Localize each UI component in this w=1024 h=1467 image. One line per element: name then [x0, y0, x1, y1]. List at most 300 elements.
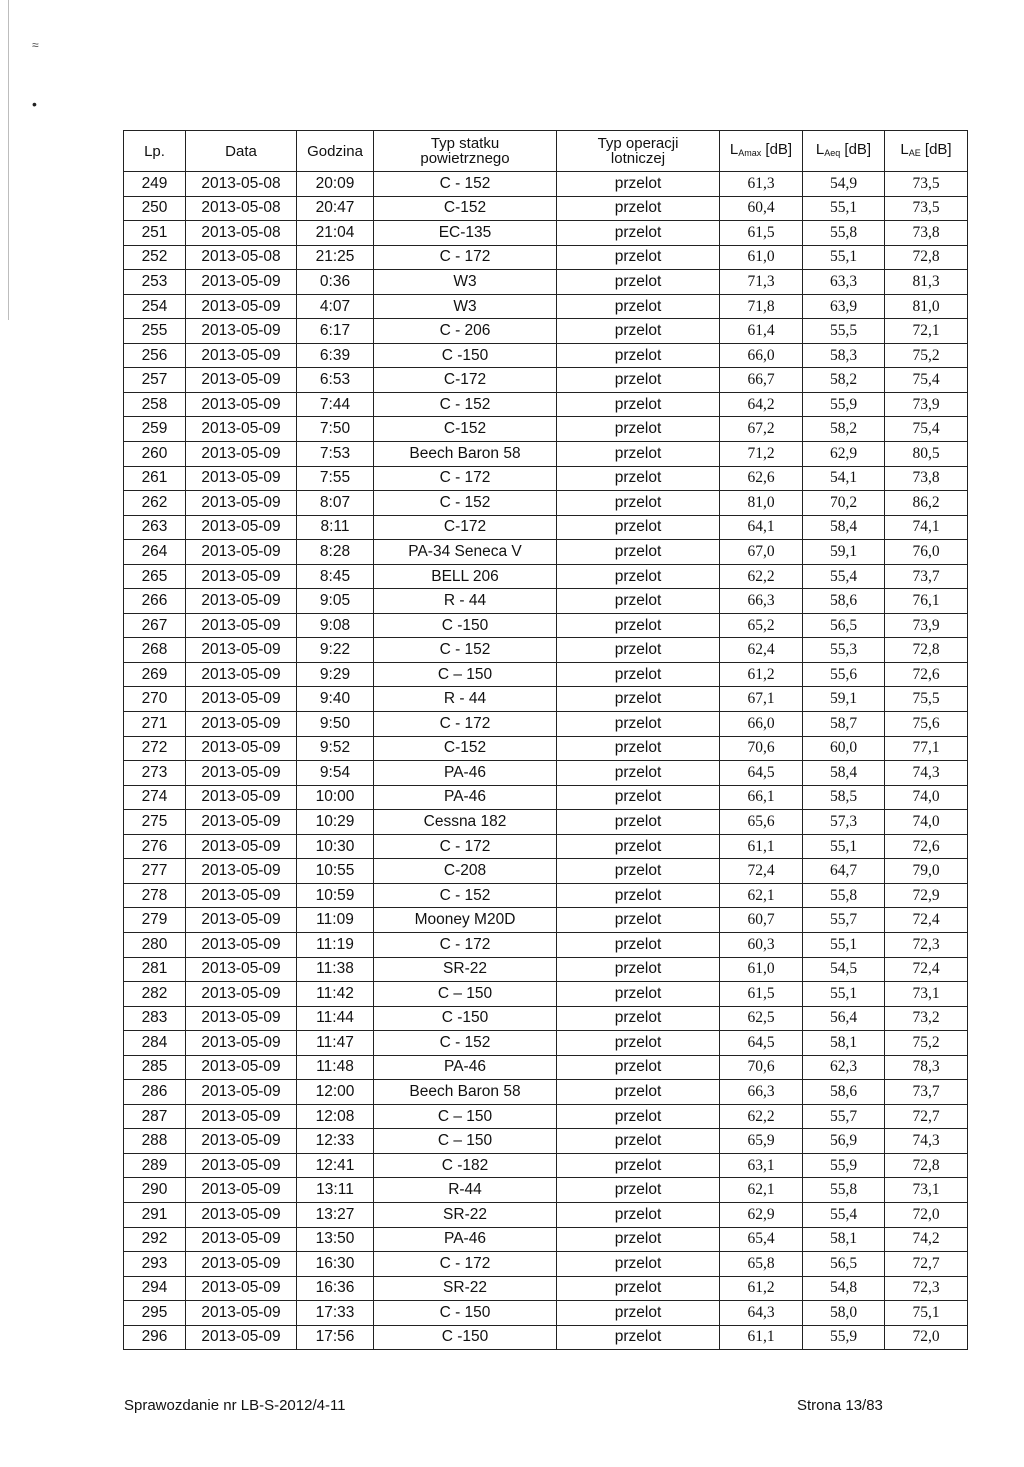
cell-laeq: 55,6 [803, 662, 885, 687]
cell-godzina: 6:17 [297, 319, 374, 344]
cell-typ-operacji: przelot [557, 1153, 720, 1178]
cell-data: 2013-05-09 [186, 662, 297, 687]
cell-typ-statku: BELL 206 [374, 564, 557, 589]
table-row [124, 1104, 968, 1129]
cell-laeq: 55,1 [803, 196, 885, 221]
cell-lae: 72,4 [885, 957, 968, 982]
cell-godzina: 8:45 [297, 564, 374, 589]
cell-lp: 295 [124, 1301, 186, 1326]
cell-typ-statku: W3 [374, 294, 557, 319]
cell-typ-operacji: przelot [557, 564, 720, 589]
cell-lp: 279 [124, 908, 186, 933]
cell-godzina: 12:00 [297, 1080, 374, 1105]
cell-lp: 264 [124, 540, 186, 565]
cell-laeq: 55,1 [803, 932, 885, 957]
cell-godzina: 4:07 [297, 294, 374, 319]
cell-laeq: 58,0 [803, 1301, 885, 1326]
cell-lamax: 62,4 [720, 638, 803, 663]
cell-godzina: 6:39 [297, 343, 374, 368]
cell-typ-operacji: przelot [557, 1104, 720, 1129]
table-row [124, 613, 968, 638]
cell-typ-operacji: przelot [557, 883, 720, 908]
cell-data: 2013-05-09 [186, 957, 297, 982]
cell-lp: 286 [124, 1080, 186, 1105]
table-row [124, 392, 968, 417]
cell-godzina: 8:07 [297, 491, 374, 516]
header-lamax-symbol: L [729, 140, 739, 158]
cell-lamax: 61,2 [720, 662, 803, 687]
cell-lae: 81,0 [885, 294, 968, 319]
cell-data: 2013-05-09 [186, 392, 297, 417]
header-godzina: Godzina [297, 131, 374, 172]
cell-laeq: 55,1 [803, 245, 885, 270]
cell-typ-statku: C-172 [374, 515, 557, 540]
table-header-row [124, 131, 968, 172]
cell-typ-statku: C - 172 [374, 1252, 557, 1277]
cell-typ-statku: SR-22 [374, 1276, 557, 1301]
cell-typ-operacji: przelot [557, 1276, 720, 1301]
cell-typ-operacji: przelot [557, 221, 720, 246]
cell-lamax: 60,3 [720, 932, 803, 957]
cell-typ-statku: PA-46 [374, 785, 557, 810]
cell-lae: 73,7 [885, 564, 968, 589]
cell-lp: 278 [124, 883, 186, 908]
cell-data: 2013-05-09 [186, 1202, 297, 1227]
margin-bullet-mark: • [32, 96, 37, 112]
cell-godzina: 11:38 [297, 957, 374, 982]
cell-godzina: 12:41 [297, 1153, 374, 1178]
table-row [124, 564, 968, 589]
cell-typ-operacji: przelot [557, 785, 720, 810]
cell-laeq: 58,1 [803, 1227, 885, 1252]
table-row [124, 221, 968, 246]
cell-lamax: 61,3 [720, 172, 803, 197]
cell-godzina: 7:55 [297, 466, 374, 491]
table-row [124, 761, 968, 786]
cell-typ-operacji: przelot [557, 294, 720, 319]
cell-lp: 290 [124, 1178, 186, 1203]
cell-laeq: 55,5 [803, 319, 885, 344]
cell-lae: 76,0 [885, 540, 968, 565]
cell-lamax: 63,1 [720, 1153, 803, 1178]
cell-godzina: 11:48 [297, 1055, 374, 1080]
cell-godzina: 10:55 [297, 859, 374, 884]
cell-lp: 255 [124, 319, 186, 344]
header-laeq-unit: [dB] [840, 140, 872, 158]
cell-lae: 72,4 [885, 908, 968, 933]
cell-lamax: 64,5 [720, 761, 803, 786]
cell-lamax: 65,9 [720, 1129, 803, 1154]
cell-lp: 284 [124, 1031, 186, 1056]
cell-laeq: 60,0 [803, 736, 885, 761]
cell-typ-operacji: przelot [557, 343, 720, 368]
table-row [124, 270, 968, 295]
cell-lae: 75,5 [885, 687, 968, 712]
table-row [124, 736, 968, 761]
cell-typ-statku: C - 172 [374, 712, 557, 737]
table-row [124, 785, 968, 810]
cell-data: 2013-05-09 [186, 1031, 297, 1056]
cell-laeq: 63,9 [803, 294, 885, 319]
cell-typ-statku: C – 150 [374, 662, 557, 687]
cell-lae: 72,0 [885, 1202, 968, 1227]
cell-laeq: 55,7 [803, 1104, 885, 1129]
cell-laeq: 58,4 [803, 515, 885, 540]
table-row [124, 712, 968, 737]
cell-lp: 269 [124, 662, 186, 687]
cell-laeq: 55,9 [803, 1153, 885, 1178]
binder-edge-line [8, 0, 9, 320]
cell-godzina: 20:47 [297, 196, 374, 221]
cell-data: 2013-05-09 [186, 1301, 297, 1326]
cell-lae: 78,3 [885, 1055, 968, 1080]
cell-lae: 74,3 [885, 1129, 968, 1154]
cell-typ-statku: C - 206 [374, 319, 557, 344]
cell-data: 2013-05-09 [186, 736, 297, 761]
cell-lp: 287 [124, 1104, 186, 1129]
cell-lae: 72,1 [885, 319, 968, 344]
cell-laeq: 55,9 [803, 392, 885, 417]
table-body [124, 172, 968, 1350]
cell-lae: 73,7 [885, 1080, 968, 1105]
cell-lae: 73,1 [885, 982, 968, 1007]
cell-laeq: 55,1 [803, 834, 885, 859]
cell-data: 2013-05-09 [186, 1178, 297, 1203]
table-row [124, 1006, 968, 1031]
cell-godzina: 11:19 [297, 932, 374, 957]
cell-lae: 74,0 [885, 785, 968, 810]
cell-data: 2013-05-09 [186, 540, 297, 565]
cell-data: 2013-05-09 [186, 1276, 297, 1301]
cell-lp: 256 [124, 343, 186, 368]
cell-data: 2013-05-09 [186, 491, 297, 516]
cell-data: 2013-05-09 [186, 270, 297, 295]
cell-lp: 262 [124, 491, 186, 516]
cell-laeq: 62,9 [803, 442, 885, 467]
cell-data: 2013-05-09 [186, 564, 297, 589]
cell-godzina: 21:25 [297, 245, 374, 270]
table-row [124, 982, 968, 1007]
cell-godzina: 9:50 [297, 712, 374, 737]
header-typ-operacji-line1: Typ operacji [597, 135, 679, 152]
table-row [124, 1276, 968, 1301]
table-row [124, 1129, 968, 1154]
cell-godzina: 7:50 [297, 417, 374, 442]
cell-lamax: 61,1 [720, 834, 803, 859]
cell-typ-statku: C-152 [374, 736, 557, 761]
cell-lae: 75,1 [885, 1301, 968, 1326]
cell-lamax: 62,9 [720, 1202, 803, 1227]
cell-typ-operacji: przelot [557, 491, 720, 516]
cell-godzina: 20:09 [297, 172, 374, 197]
cell-laeq: 56,5 [803, 613, 885, 638]
cell-data: 2013-05-08 [186, 221, 297, 246]
cell-typ-operacji: przelot [557, 1055, 720, 1080]
cell-laeq: 55,4 [803, 564, 885, 589]
table-row [124, 1055, 968, 1080]
cell-typ-statku: R - 44 [374, 687, 557, 712]
cell-typ-operacji: przelot [557, 810, 720, 835]
cell-godzina: 10:00 [297, 785, 374, 810]
cell-lamax: 67,0 [720, 540, 803, 565]
cell-lamax: 60,4 [720, 196, 803, 221]
table-row [124, 368, 968, 393]
cell-typ-operacji: przelot [557, 368, 720, 393]
cell-lamax: 67,2 [720, 417, 803, 442]
cell-laeq: 54,5 [803, 957, 885, 982]
cell-typ-operacji: przelot [557, 196, 720, 221]
cell-laeq: 58,4 [803, 761, 885, 786]
cell-typ-statku: Mooney M20D [374, 908, 557, 933]
cell-data: 2013-05-09 [186, 761, 297, 786]
cell-typ-operacji: przelot [557, 687, 720, 712]
cell-lp: 296 [124, 1325, 186, 1350]
cell-lae: 80,5 [885, 442, 968, 467]
cell-lamax: 62,2 [720, 1104, 803, 1129]
cell-typ-operacji: przelot [557, 834, 720, 859]
header-lp: Lp. [124, 131, 186, 172]
cell-typ-operacji: przelot [557, 1301, 720, 1326]
cell-typ-operacji: przelot [557, 589, 720, 614]
cell-lae: 72,8 [885, 1153, 968, 1178]
cell-godzina: 13:50 [297, 1227, 374, 1252]
cell-lamax: 65,6 [720, 810, 803, 835]
table-row [124, 540, 968, 565]
cell-lamax: 81,0 [720, 491, 803, 516]
cell-lp: 277 [124, 859, 186, 884]
cell-typ-operacji: przelot [557, 245, 720, 270]
cell-typ-statku: C -150 [374, 1325, 557, 1350]
cell-lae: 72,9 [885, 883, 968, 908]
cell-laeq: 55,8 [803, 883, 885, 908]
cell-data: 2013-05-09 [186, 368, 297, 393]
header-lae [885, 131, 968, 172]
cell-lae: 73,5 [885, 196, 968, 221]
cell-lae: 72,6 [885, 662, 968, 687]
cell-lamax: 65,2 [720, 613, 803, 638]
cell-lae: 72,6 [885, 834, 968, 859]
cell-data: 2013-05-09 [186, 834, 297, 859]
cell-lamax: 64,2 [720, 392, 803, 417]
cell-lamax: 62,2 [720, 564, 803, 589]
cell-lamax: 64,3 [720, 1301, 803, 1326]
cell-data: 2013-05-09 [186, 687, 297, 712]
cell-data: 2013-05-09 [186, 1006, 297, 1031]
cell-typ-operacji: przelot [557, 417, 720, 442]
cell-lae: 72,8 [885, 245, 968, 270]
cell-lae: 75,4 [885, 417, 968, 442]
cell-typ-statku: Beech Baron 58 [374, 442, 557, 467]
cell-typ-operacji: przelot [557, 392, 720, 417]
cell-data: 2013-05-09 [186, 908, 297, 933]
cell-lamax: 71,2 [720, 442, 803, 467]
cell-laeq: 54,9 [803, 172, 885, 197]
cell-lp: 268 [124, 638, 186, 663]
cell-lamax: 66,7 [720, 368, 803, 393]
cell-godzina: 16:30 [297, 1252, 374, 1277]
cell-lae: 86,2 [885, 491, 968, 516]
cell-lae: 79,0 [885, 859, 968, 884]
cell-laeq: 63,3 [803, 270, 885, 295]
cell-typ-operacji: przelot [557, 932, 720, 957]
table-row [124, 1178, 968, 1203]
cell-godzina: 11:09 [297, 908, 374, 933]
cell-godzina: 9:22 [297, 638, 374, 663]
cell-lp: 272 [124, 736, 186, 761]
cell-data: 2013-05-09 [186, 1227, 297, 1252]
cell-lae: 73,1 [885, 1178, 968, 1203]
cell-lp: 254 [124, 294, 186, 319]
cell-typ-operacji: przelot [557, 270, 720, 295]
cell-typ-operacji: przelot [557, 957, 720, 982]
cell-data: 2013-05-09 [186, 613, 297, 638]
table-row [124, 417, 968, 442]
table-row [124, 908, 968, 933]
cell-data: 2013-05-09 [186, 1104, 297, 1129]
cell-data: 2013-05-09 [186, 515, 297, 540]
table-row [124, 491, 968, 516]
cell-lae: 73,5 [885, 172, 968, 197]
cell-laeq: 54,8 [803, 1276, 885, 1301]
cell-lamax: 60,7 [720, 908, 803, 933]
cell-godzina: 17:33 [297, 1301, 374, 1326]
cell-lp: 250 [124, 196, 186, 221]
cell-typ-statku: C - 172 [374, 466, 557, 491]
table-row [124, 196, 968, 221]
cell-godzina: 10:29 [297, 810, 374, 835]
cell-laeq: 55,1 [803, 982, 885, 1007]
cell-godzina: 11:42 [297, 982, 374, 1007]
cell-lae: 72,7 [885, 1104, 968, 1129]
cell-lp: 276 [124, 834, 186, 859]
cell-lae: 72,0 [885, 1325, 968, 1350]
cell-typ-statku: C – 150 [374, 1129, 557, 1154]
header-typ-operacji [557, 131, 720, 172]
cell-data: 2013-05-09 [186, 1325, 297, 1350]
cell-godzina: 0:36 [297, 270, 374, 295]
cell-laeq: 55,4 [803, 1202, 885, 1227]
cell-lp: 261 [124, 466, 186, 491]
cell-laeq: 56,9 [803, 1129, 885, 1154]
header-typ-statku-line1: Typ statku [430, 135, 500, 152]
header-lae-unit: [dB] [920, 140, 952, 158]
table-row [124, 859, 968, 884]
cell-data: 2013-05-09 [186, 294, 297, 319]
cell-typ-operacji: przelot [557, 540, 720, 565]
cell-typ-operacji: przelot [557, 736, 720, 761]
cell-typ-operacji: przelot [557, 1006, 720, 1031]
cell-godzina: 7:44 [297, 392, 374, 417]
cell-typ-operacji: przelot [557, 662, 720, 687]
cell-laeq: 56,5 [803, 1252, 885, 1277]
measurement-table [123, 130, 968, 1350]
cell-laeq: 59,1 [803, 687, 885, 712]
cell-typ-operacji: przelot [557, 638, 720, 663]
cell-typ-statku: C - 172 [374, 932, 557, 957]
cell-data: 2013-05-09 [186, 712, 297, 737]
cell-lamax: 61,1 [720, 1325, 803, 1350]
cell-typ-statku: C - 152 [374, 172, 557, 197]
cell-lp: 291 [124, 1202, 186, 1227]
cell-godzina: 16:36 [297, 1276, 374, 1301]
cell-lp: 271 [124, 712, 186, 737]
cell-lp: 265 [124, 564, 186, 589]
cell-data: 2013-05-09 [186, 883, 297, 908]
cell-lp: 267 [124, 613, 186, 638]
cell-laeq: 56,4 [803, 1006, 885, 1031]
cell-data: 2013-05-09 [186, 810, 297, 835]
table-row [124, 1153, 968, 1178]
cell-typ-operacji: przelot [557, 908, 720, 933]
cell-typ-statku: C - 152 [374, 392, 557, 417]
cell-lae: 72,3 [885, 1276, 968, 1301]
cell-typ-statku: W3 [374, 270, 557, 295]
cell-data: 2013-05-09 [186, 1252, 297, 1277]
cell-typ-statku: C - 172 [374, 245, 557, 270]
table-row [124, 1301, 968, 1326]
cell-laeq: 58,1 [803, 1031, 885, 1056]
cell-typ-statku: C -182 [374, 1153, 557, 1178]
cell-godzina: 9:08 [297, 613, 374, 638]
cell-lamax: 62,5 [720, 1006, 803, 1031]
cell-lamax: 65,4 [720, 1227, 803, 1252]
cell-lae: 72,8 [885, 638, 968, 663]
cell-data: 2013-05-08 [186, 172, 297, 197]
cell-godzina: 12:33 [297, 1129, 374, 1154]
cell-lae: 75,6 [885, 712, 968, 737]
cell-data: 2013-05-09 [186, 638, 297, 663]
cell-typ-statku: C – 150 [374, 982, 557, 1007]
cell-data: 2013-05-09 [186, 319, 297, 344]
cell-data: 2013-05-09 [186, 982, 297, 1007]
cell-godzina: 17:56 [297, 1325, 374, 1350]
cell-laeq: 58,3 [803, 343, 885, 368]
cell-lp: 285 [124, 1055, 186, 1080]
table-row [124, 442, 968, 467]
cell-lp: 252 [124, 245, 186, 270]
cell-typ-operacji: przelot [557, 172, 720, 197]
cell-lp: 283 [124, 1006, 186, 1031]
cell-lp: 274 [124, 785, 186, 810]
cell-typ-statku: PA-46 [374, 761, 557, 786]
cell-lp: 258 [124, 392, 186, 417]
cell-typ-operacji: przelot [557, 712, 720, 737]
cell-typ-operacji: przelot [557, 442, 720, 467]
cell-lp: 273 [124, 761, 186, 786]
cell-typ-statku: C – 150 [374, 1104, 557, 1129]
table-row [124, 932, 968, 957]
cell-typ-statku: Beech Baron 58 [374, 1080, 557, 1105]
table-row [124, 172, 968, 197]
cell-lae: 74,0 [885, 810, 968, 835]
cell-typ-statku: C - 150 [374, 1301, 557, 1326]
cell-typ-operacji: przelot [557, 859, 720, 884]
header-lamax-subscript: Amax [738, 147, 762, 158]
cell-lae: 74,3 [885, 761, 968, 786]
cell-lamax: 61,5 [720, 982, 803, 1007]
cell-data: 2013-05-09 [186, 1153, 297, 1178]
cell-lamax: 62,1 [720, 1178, 803, 1203]
cell-lamax: 71,3 [720, 270, 803, 295]
cell-lp: 251 [124, 221, 186, 246]
cell-godzina: 10:30 [297, 834, 374, 859]
cell-lp: 292 [124, 1227, 186, 1252]
cell-laeq: 62,3 [803, 1055, 885, 1080]
cell-lae: 75,2 [885, 1031, 968, 1056]
cell-typ-statku: C-152 [374, 196, 557, 221]
cell-godzina: 8:28 [297, 540, 374, 565]
cell-lp: 257 [124, 368, 186, 393]
